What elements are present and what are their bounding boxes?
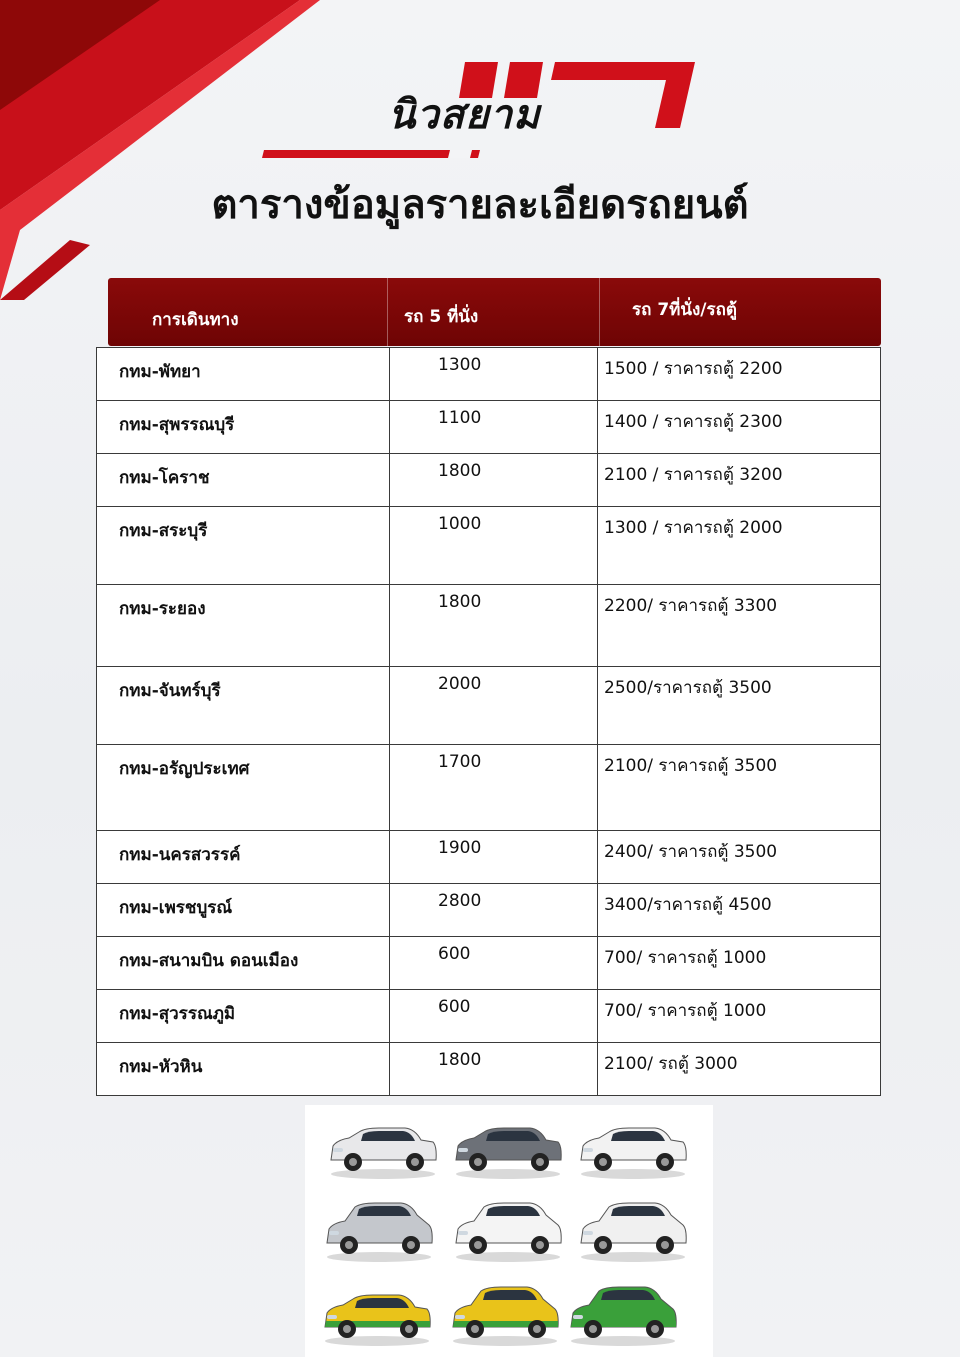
five-seat-price-cell: 1000 <box>390 507 598 585</box>
route-cell: กทม-หัวหิน <box>97 1043 390 1096</box>
table-row <box>97 507 881 585</box>
seven-seat-price-cell: 2100/ ราคารถตู้ 3500 <box>598 745 881 831</box>
seven-seat-price-cell: 2200/ ราคารถตู้ 3300 <box>598 585 881 667</box>
five-seat-price-cell: 1900 <box>390 831 598 884</box>
five-seat-price-cell: 2000 <box>390 667 598 745</box>
route-cell: กทม-โคราช <box>97 454 390 507</box>
table-row <box>97 667 881 745</box>
table-row <box>97 990 881 1043</box>
seven-seat-price-cell: 1400 / ราคารถตู้ 2300 <box>598 401 881 454</box>
route-cell: กทม-จันทร์บุรี <box>97 667 390 745</box>
white-van-icon <box>573 1193 693 1265</box>
route-cell: กทม-สุพรรณบุรี <box>97 401 390 454</box>
seven-seat-price-cell: 2100 / ราคารถตู้ 3200 <box>598 454 881 507</box>
route-cell: กทม-สุวรรณภูมิ <box>97 990 390 1043</box>
header-route: การเดินทาง <box>152 310 239 330</box>
five-seat-price-cell: 1800 <box>390 1043 598 1096</box>
five-seat-price-cell: 1800 <box>390 454 598 507</box>
table-row <box>97 1043 881 1096</box>
header-five-seat: รถ 5 ที่นั่ง <box>404 307 479 327</box>
table-header <box>108 278 881 346</box>
white-sedan-icon <box>573 1110 693 1182</box>
white-suv-icon <box>448 1193 568 1265</box>
taxi-suv-icon <box>563 1277 683 1349</box>
table-row <box>97 454 881 507</box>
table-row <box>97 884 881 937</box>
route-cell: กทม-พัทยา <box>97 348 390 401</box>
route-cell: กทม-สระบุรี <box>97 507 390 585</box>
header-divider <box>599 278 600 346</box>
header-divider <box>387 278 388 346</box>
five-seat-price-cell: 600 <box>390 937 598 990</box>
seven-seat-price-cell: 1500 / ราคารถตู้ 2200 <box>598 348 881 401</box>
table-row <box>97 745 881 831</box>
page-title: ตารางข้อมูลรายละเอียดรถยนต์ <box>211 182 749 228</box>
route-cell: กทม-นครสวรรค์ <box>97 831 390 884</box>
table-row <box>97 585 881 667</box>
taxi-sedan-icon <box>317 1277 437 1349</box>
table-row <box>97 831 881 884</box>
brand-logo <box>260 58 710 168</box>
seven-seat-price-cell: 3400/ราคารถตู้ 4500 <box>598 884 881 937</box>
silver-mpv-icon <box>319 1193 439 1265</box>
route-cell: กทม-เพรชบูรณ์ <box>97 884 390 937</box>
seven-seat-price-cell: 2400/ ราคารถตู้ 3500 <box>598 831 881 884</box>
table-row <box>97 937 881 990</box>
grey-sedan-icon <box>448 1110 568 1182</box>
taxi-mpv-icon <box>445 1277 565 1349</box>
seven-seat-price-cell: 700/ ราคารถตู้ 1000 <box>598 937 881 990</box>
seven-seat-price-cell: 2500/ราคารถตู้ 3500 <box>598 667 881 745</box>
five-seat-price-cell: 1300 <box>390 348 598 401</box>
five-seat-price-cell: 1700 <box>390 745 598 831</box>
seven-seat-price-cell: 700/ ราคารถตู้ 1000 <box>598 990 881 1043</box>
price-table <box>96 347 881 1096</box>
table-row <box>97 348 881 401</box>
table-row <box>97 401 881 454</box>
five-seat-price-cell: 1100 <box>390 401 598 454</box>
white-hatchback-icon <box>323 1110 443 1182</box>
route-cell: กทม-อรัญประเทศ <box>97 745 390 831</box>
route-cell: กทม-สนามบิน ดอนเมือง <box>97 937 390 990</box>
header-seven-seat: รถ 7ที่นั่ง/รถตู้ <box>632 300 737 320</box>
brand-name: นิวสยาม <box>388 92 541 138</box>
seven-seat-price-cell: 2100/ รถตู้ 3000 <box>598 1043 881 1096</box>
five-seat-price-cell: 600 <box>390 990 598 1043</box>
route-cell: กทม-ระยอง <box>97 585 390 667</box>
five-seat-price-cell: 2800 <box>390 884 598 937</box>
seven-seat-price-cell: 1300 / ราคารถตู้ 2000 <box>598 507 881 585</box>
five-seat-price-cell: 1800 <box>390 585 598 667</box>
vehicle-gallery <box>305 1105 713 1357</box>
